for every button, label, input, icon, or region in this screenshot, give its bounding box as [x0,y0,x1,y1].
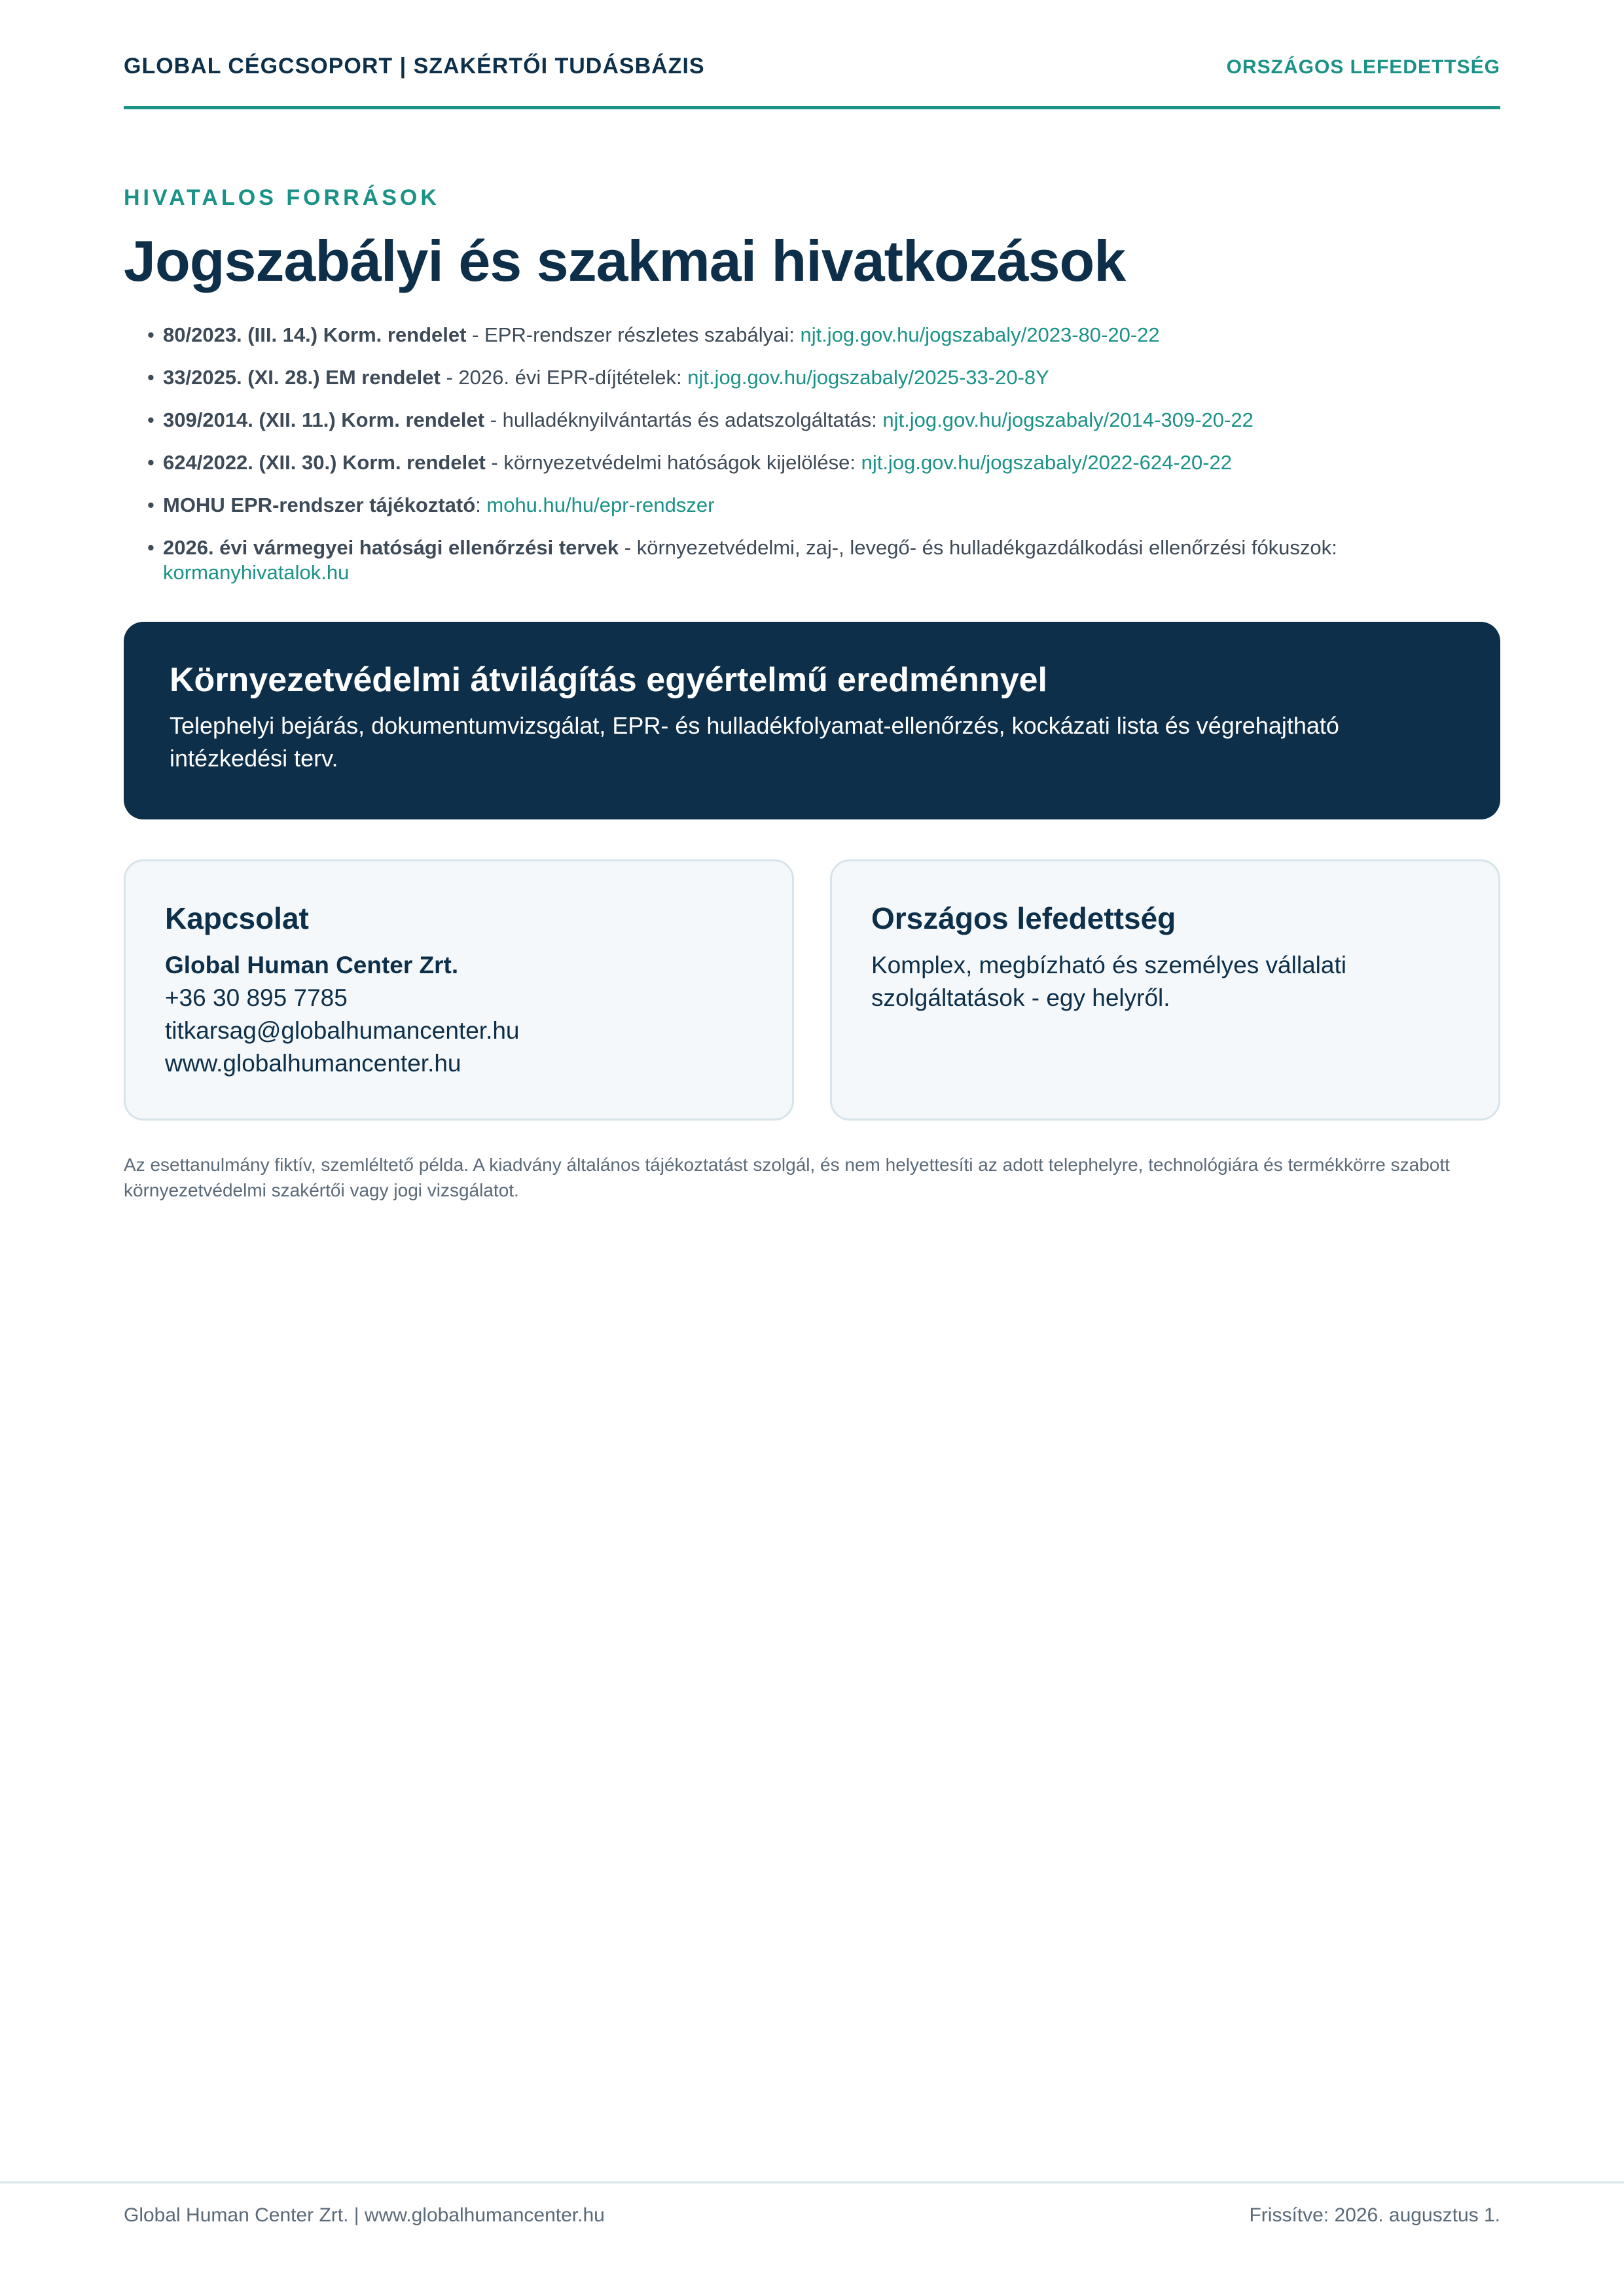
reference-desc: - hulladéknyilvántartás és adatszolgáltatás: [484,408,883,431]
reference-desc: - EPR-rendszer részletes szabályai: [466,323,801,346]
reference-item [124,450,1500,475]
bullet-icon: • [147,366,154,389]
reference-link[interactable]: mohu.hu/hu/epr-rendszer [486,493,715,516]
page-title: Jogszabályi és szakmai hivatkozások [124,228,1126,293]
reference-desc: - környezetvédelmi hatóságok kijelölése: [485,451,861,474]
reference-link[interactable]: njt.jog.gov.hu/jogszabaly/2025-33-20-8Y [687,366,1049,389]
reference-title: MOHU EPR-rendszer tájékoztató [163,493,476,516]
footer-right: Frissítve: 2026. augusztus 1. [1249,2204,1500,2226]
reference-item [124,408,1500,433]
reference-title: 80/2023. (III. 14.) Korm. rendelet [163,323,467,346]
contact-company: Global Human Center Zrt. [165,952,459,978]
header-coverage: ORSZÁGOS LEFEDETTSÉG [1226,56,1500,78]
bullet-icon: • [147,408,154,431]
reference-item [124,323,1500,348]
coverage-text: Komplex, megbízható és személyes vállalati szolgáltatások - egy helyről. [871,952,1346,1011]
reference-link[interactable]: njt.jog.gov.hu/jogszabaly/2022-624-20-22 [861,451,1233,474]
contact-details [165,949,753,1080]
reference-title: 309/2014. (XII. 11.) Korm. rendelet [163,408,485,431]
reference-link[interactable]: njt.jog.gov.hu/jogszabaly/2023-80-20-22 [800,323,1160,346]
reference-item [124,535,1500,585]
contact-phone[interactable]: +36 30 895 7785 [165,984,348,1011]
bullet-icon: • [147,323,154,346]
bullet-icon: • [147,536,154,559]
footer-left: Global Human Center Zrt. | www.globalhumancenter.hu [124,2204,605,2226]
bullet-icon: • [147,451,154,474]
header [124,54,1500,109]
contact-card [124,859,794,1121]
banner-title: Környezetvédelmi átvilágítás egyértelmű eredménnyel [170,661,1047,699]
reference-link[interactable]: kormanyhivatalok.hu [163,561,350,584]
contact-title: Kapcsolat [165,901,309,935]
reference-desc: - 2026. évi EPR-díjtételek: [440,366,688,389]
contact-email[interactable]: titkarsag@globalhumancenter.hu [165,1017,520,1044]
reference-item [124,493,1500,518]
references-list [124,323,1500,603]
reference-desc: : [475,493,487,516]
section-eyebrow: HIVATALOS FORRÁSOK [124,185,440,210]
banner-text: Telephelyi bejárás, dokumentumvizsgálat, EPR- és hulladékfolyamat-ellenőrzés, kockázati lista és végrehajtható intézkedési terv. [170,712,1339,772]
reference-title: 33/2025. (XI. 28.) EM rendelet [163,366,441,389]
coverage-card [830,859,1500,1121]
reference-item [124,365,1500,390]
contact-web[interactable]: www.globalhumancenter.hu [165,1050,461,1077]
disclaimer: Az esettanulmány fiktív, szemléltető példa. A kiadvány általános tájékoztatást szolgál, és nem helyettesíti az adott telephelyre, technológiára és termékkörre szabott környezetvédelmi szakértői vagy jogi vizsgálatot. [124,1155,1450,1200]
promo-banner [124,622,1500,819]
reference-title: 2026. évi vármegyei hatósági ellenőrzési tervek [163,536,619,559]
reference-link[interactable]: njt.jog.gov.hu/jogszabaly/2014-309-20-22 [882,408,1254,431]
reference-title: 624/2022. (XII. 30.) Korm. rendelet [163,451,486,474]
header-brand: GLOBAL CÉGCSOPORT | SZAKÉRTŐI TUDÁSBÁZIS [124,54,705,79]
reference-desc: - környezetvédelmi, zaj-, levegő- és hulladékgazdálkodási ellenőrzési fókuszok: [619,536,1337,559]
bullet-icon: • [147,493,154,516]
footer-divider [0,2181,1624,2183]
coverage-title: Országos lefedettség [871,901,1176,935]
